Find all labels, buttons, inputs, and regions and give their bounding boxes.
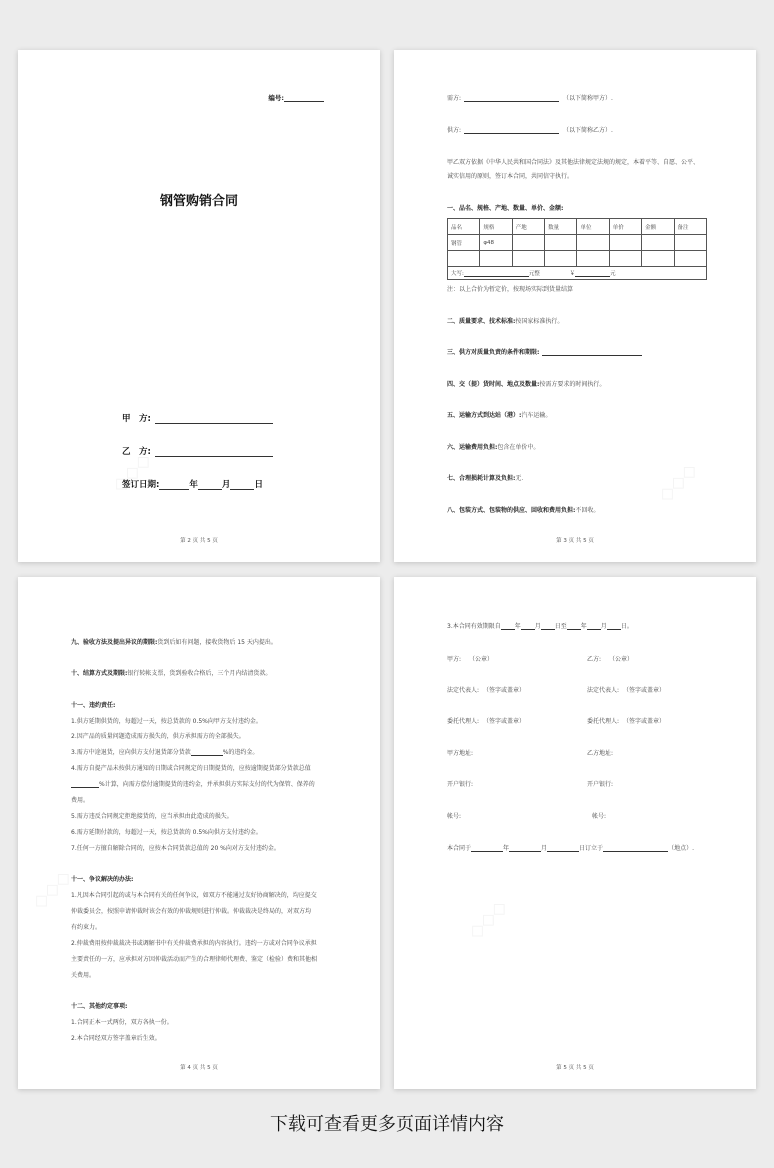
total-unit-2: 元 [610,271,616,277]
party-a-address: 甲方地址: [447,750,474,757]
sign-date-label: 签订日期: [122,480,160,490]
party-b-line [122,445,273,457]
demander-label: 需方: [447,95,462,102]
clause-11-3-suffix: %的违约金。 [222,749,259,756]
party-b-address: 乙方地址: [587,750,614,757]
party-a-agent [447,716,525,725]
table-cell [448,251,480,267]
legal-rep-sign: （签字或盖章） [483,687,526,694]
demander-suffix: （以下简称甲方）. [563,95,613,102]
table-cell: 品名 [448,219,480,235]
blank [547,845,579,852]
section-9 [71,637,277,646]
blank [509,845,541,852]
supplier-blank [464,127,559,134]
section-10-value: 银行转帐支票，货到验收合格后，三个月内结清货款。 [127,670,272,677]
watermark-mark [462,894,512,944]
table-cell: 数量 [545,219,577,235]
table-cell [545,251,577,267]
clause-13-1: 1.合同正本一式两份，双方各执一份。 [71,1019,173,1026]
blank [587,623,601,630]
section-6-label: 六、运输费用负担: [447,444,498,451]
legal-rep-label: 法定代表人: [447,687,480,694]
clause-11-4a: 4.需方自提产品未按供方通知的日期或合同规定的日期提货的，应按逾期提货部分货款总值 [71,765,311,772]
section-3-label: 三、供方对质量负责的条件和期限: [447,349,540,356]
page-footer: 第 3 页 共 5 页 [556,538,594,544]
demander-line [447,93,613,102]
contract-page-2 [394,50,756,562]
validity-year-2: 年 [580,623,587,630]
section-2 [447,316,563,325]
intro-line-1: 甲乙双方依据《中华人民共和国合同法》及其他法律规定法规的规定，本着平等、自愿、公平、 [447,159,700,166]
clause-12-2a: 2.仲裁费用按仲裁裁决书或调解书中有关仲裁费承担的内容执行。违约一方或对合同争议承担 [71,940,317,947]
clause-11-3-blank [191,749,223,756]
blank [603,845,668,852]
section-6-value: 包含在单价中。 [497,444,540,451]
table-cell [512,251,544,267]
section-10 [71,668,271,677]
table-row [448,251,707,267]
table-cell [480,251,512,267]
section-2-value: 按国家标准执行。 [515,318,564,325]
section-7-label: 七、合理损耗计算及负担: [447,475,516,482]
validity-day-to: 日至 [554,623,567,630]
party-b-label: 乙方: [587,656,602,663]
agent-label: 委托代理人: [587,718,620,725]
month-label: 月 [221,480,231,490]
clause-11-7: 7.任何一方擅自解除合同的，应按本合同货款总值的 20 %向对方支付违约金。 [71,845,280,852]
contract-title: 钢管购销合同 [159,194,238,209]
agent-label: 委托代理人: [447,718,480,725]
legal-rep-label: 法定代表人: [587,687,620,694]
party-b-blank [155,450,273,457]
blank [541,623,555,630]
table-cell [674,251,706,267]
blank [471,845,503,852]
party-b-account: 帐号: [592,813,607,820]
page-footer: 第 5 页 共 5 页 [556,1065,594,1071]
blank [607,623,621,630]
signed-day: 日订立于 [579,845,604,852]
clause-11-3 [71,747,258,756]
legal-rep-sign: （签字或盖章） [623,687,666,694]
year-blank [159,483,189,490]
table-total-row [448,267,707,280]
party-a-label: 甲方: [447,656,462,663]
clause-11-1: 1.供方延期供货的，每超过一天，按总货款的 0.5%向甲方支付违约金。 [71,718,262,725]
contract-page-5 [394,577,756,1089]
total-label: 大写: [451,271,464,277]
signed-year: 年 [503,845,510,852]
section-8-value: 不回收。 [575,507,600,514]
table-cell [609,251,641,267]
party-a-label: 甲 方: [122,414,151,424]
table-cell: 规格 [480,219,512,235]
total-amount-blank [575,270,610,277]
party-a-seal-text: （公章） [469,656,494,663]
clause-11-5: 5.需方违反合同规定拒绝接货的，应当承担由此造成的损失。 [71,813,233,820]
section-7 [447,473,527,482]
section-5-value: 汽车运输。 [521,412,552,419]
section-9-label: 九、验收方法及提出异议的期限: [71,639,158,646]
party-b-bank: 开户银行: [587,781,614,788]
section-4-label: 四、交（提）货时间、地点及数量: [447,381,540,388]
contract-number [268,93,324,102]
section-7-value: 无． [515,475,528,482]
total-cell [448,267,707,280]
contract-page-4 [18,577,380,1089]
clause-11-4b [71,779,315,788]
number-blank [284,95,324,102]
blank [521,623,535,630]
validity-month: 月 [534,623,541,630]
table-cell [609,235,641,251]
section-8-label: 八、包装方式、包装物的供应、回收和费用负担: [447,507,576,514]
blank [567,623,581,630]
total-blank [464,270,529,277]
table-header-row [448,219,707,235]
day-blank [230,483,254,490]
table-cell [577,235,609,251]
validity-line [447,621,633,630]
party-a-blank [155,417,273,424]
clause-11-4-text: %计算，向需方偿付逾期提货的违约金，并承担供方实际支付的代为保管、保养的 [99,781,315,788]
party-b-seal [587,654,633,663]
table-row [448,235,707,251]
watermark-mark [26,864,76,914]
section-3-blank [542,349,642,356]
section-10-label: 十、结算方式及期限: [71,670,128,677]
section-12-title: 十一、争议解决的办法: [71,876,134,883]
blank [501,623,515,630]
section-1-title: 一、品名、规格、产地、数量、单价、金额: [447,205,564,212]
supplier-suffix: （以下简称乙方）. [563,127,613,134]
validity-year: 年 [514,623,521,630]
section-8 [447,505,599,514]
month-blank [198,483,222,490]
total-symbol: ￥ [569,271,576,277]
page-footer: 第 4 页 共 5 页 [180,1065,218,1071]
party-a-seal [447,654,493,663]
contract-page-cover [18,50,380,562]
page-footer: 第 2 页 共 5 页 [180,538,218,544]
supplier-label: 供方: [447,127,462,134]
party-b-label: 乙 方: [122,447,151,457]
table-cell [545,235,577,251]
signed-line [447,843,694,852]
section-13-title: 十二、其他约定事项: [71,1003,128,1010]
clause-11-6: 6.需方延期付款的，每超过一天，按总货款的 0.5%向供方支付违约金。 [71,829,262,836]
party-a-line [122,412,273,424]
section-4-value: 按需方要求的时间执行。 [539,381,606,388]
party-b-legal [587,685,665,694]
table-cell: 产地 [512,219,544,235]
table-cell: 钢管 [448,235,480,251]
section-11-title: 十一、违约责任: [71,702,116,709]
section-2-label: 二、质量要求、技术标准: [447,318,516,325]
watermark-mark [652,457,702,507]
clause-11-2: 2.因产品的质量问题造成需方损失的，供方承担需方的全部损失。 [71,733,245,740]
table-cell [512,235,544,251]
party-a-account: 帐号: [447,813,462,820]
section-5 [447,410,551,419]
clause-11-4c: 费用。 [71,797,90,804]
agent-sign: （签字或盖章） [483,718,526,725]
price-note: 注：以上合价为暂定价，按现场实际到货量结算 [447,286,574,293]
table-cell [577,251,609,267]
clause-12-2c: 关费用。 [71,972,96,979]
signed-month: 月 [541,845,548,852]
clause-12-1b: 仲裁委员会，按照申请仲裁时该会有效的仲裁规则进行仲裁。仲裁裁决是终局的，对双方均 [71,908,312,915]
table-cell [642,251,674,267]
table-cell: 单位 [577,219,609,235]
download-caption: 下载可查看更多页面详情内容 [270,1114,504,1135]
day-label: 日 [254,480,263,490]
table-cell: 备注 [674,219,706,235]
year-label: 年 [189,480,198,490]
supplier-line [447,125,613,134]
validity-day-end: 日。 [620,623,633,630]
party-b-seal-text: （公章） [609,656,634,663]
party-a-bank: 开户银行: [447,781,474,788]
section-4 [447,379,605,388]
party-a-legal [447,685,525,694]
section-5-label: 五、运输方式到达站（港）: [447,412,522,419]
clause-13-2: 2.本合同经双方签字盖章后生效。 [71,1035,161,1042]
signed-text: 本合同于 [447,845,472,852]
table-cell [674,235,706,251]
table-cell [642,235,674,251]
party-b-agent [587,716,665,725]
demander-blank [464,95,559,102]
validity-month-2: 月 [600,623,607,630]
total-unit: 元整 [528,271,540,277]
product-table [447,218,707,280]
validity-text: 3.本合同有效期限自 [447,623,501,630]
table-cell: 单价 [609,219,641,235]
table-cell: 金额 [642,219,674,235]
clause-12-1c: 有约束力。 [71,924,102,931]
sign-date-line [122,478,263,490]
section-9-value: 货到后如有问题，接收货物后 15 天内提出。 [157,639,277,646]
table-cell: φ48 [480,235,512,251]
clause-12-1a: 1.凡因本合同引起的或与本合同有关的任何争议，如双方不能通过友好协商解决的，均应提交 [71,892,317,899]
clause-11-3-text: 3.需方中途退货，应向供方支付退货部分货款 [71,749,191,756]
signed-place: （地点）. [668,845,694,852]
intro-line-2: 诚实信用的原则，签订本合同，共同信守执行。 [447,173,574,180]
number-label: 编号: [268,94,284,102]
clause-11-4-blank [71,781,99,788]
section-3 [447,347,642,356]
section-6 [447,442,539,451]
clause-12-2b: 主要责任的一方，应承担对方因仲裁活动而产生的合理律师代理费、鉴定（检验）费和其他相 [71,956,318,963]
agent-sign: （签字或盖章） [623,718,666,725]
